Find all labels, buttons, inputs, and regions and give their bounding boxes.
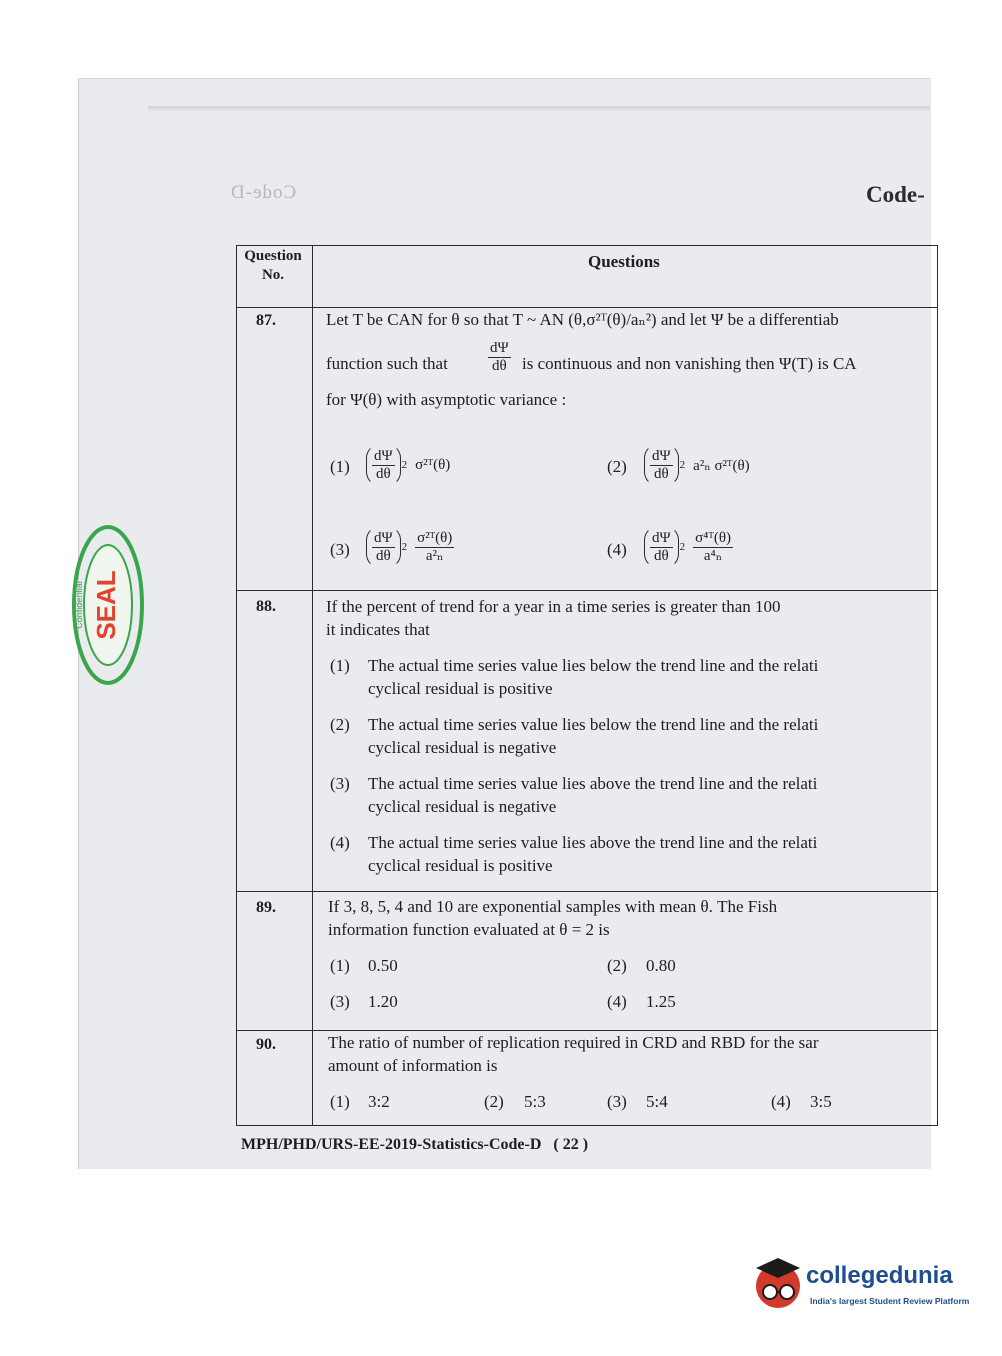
derivative-fraction — [488, 340, 511, 375]
question-number: 88. — [256, 598, 276, 615]
option-label: (1) — [330, 457, 350, 476]
footer-code: MPH/PHD/URS-EE-2019-Statistics-Code-D — [241, 1136, 542, 1153]
option-text: 0.50 — [368, 956, 398, 975]
variance-term: σ²ᵀ(θ) — [415, 456, 451, 473]
option-label: (2) — [330, 715, 350, 734]
fraction-denominator: dθ — [375, 465, 391, 482]
option-text-line: The actual time series value lies below the trend line and the relati — [368, 715, 819, 734]
logo-tagline: India's largest Student Review Platform — [810, 1296, 970, 1306]
ghost-code-bleedthrough: Code-D — [230, 182, 297, 203]
code-label: Code- — [866, 182, 925, 207]
page-number: ( 22 ) — [553, 1136, 589, 1153]
fraction-numerator: σ⁴ᵀ(θ) — [695, 529, 732, 546]
page-edge — [148, 106, 930, 112]
logo-name: collegedunia — [806, 1262, 953, 1289]
option-label: (4) — [607, 992, 627, 1011]
seal-stamp — [68, 520, 148, 690]
fraction-numerator: σ²ᵀ(θ) — [417, 529, 453, 546]
option-text-line: cyclical residual is negative — [368, 797, 557, 816]
option-text-line: The actual time series value lies above the trend line and the relati — [368, 833, 818, 852]
question-number: 87. — [256, 312, 276, 329]
fraction-denominator: dθ — [653, 465, 669, 482]
option-text-line: cyclical residual is positive — [368, 856, 553, 875]
fraction-denominator: dθ — [653, 547, 669, 564]
stamp-word: SEAL — [90, 570, 121, 640]
fraction-denominator: a²ₙ — [425, 547, 444, 564]
option-label: (2) — [607, 956, 627, 975]
question-text-line: The ratio of number of replication required in CRD and RBD for the sar — [328, 1033, 819, 1052]
option-label: (3) — [330, 774, 350, 793]
question-text-line: amount of information is — [328, 1056, 498, 1075]
fraction-numerator: dΨ — [374, 529, 393, 546]
option-label: (3) — [330, 540, 350, 559]
option-label: (3) — [330, 992, 350, 1011]
question-text-line: information function evaluated at θ = 2 is — [328, 920, 610, 939]
header-question-no: Question No. — [244, 248, 302, 283]
question-text-line: for Ψ(θ) with asymptotic variance : — [326, 390, 567, 409]
question-text-line: it indicates that — [326, 620, 430, 639]
fraction-numerator: dΨ — [652, 447, 671, 464]
option-text: 5:4 — [646, 1092, 668, 1111]
fraction-numerator: dΨ — [374, 447, 393, 464]
option-text-line: The actual time series value lies above the trend line and the relati — [368, 774, 818, 793]
option-formula-1: $\frac{d\Psi}{d\theta}$ 2 σ²ᵀ(θ) — [366, 444, 450, 486]
header-questions: Questions — [588, 252, 660, 271]
option-label: (4) — [607, 540, 627, 559]
option-label: (4) — [771, 1092, 791, 1111]
fraction-denominator: dθ — [491, 358, 507, 374]
question-text-line: If the percent of trend for a year in a time series is greater than 100 — [326, 597, 781, 616]
question-text-line: If 3, 8, 5, 4 and 10 are exponential samples with mean θ. The Fish — [328, 897, 778, 916]
option-text-line: The actual time series value lies below the trend line and the relati — [368, 656, 819, 675]
option-text: 0.80 — [646, 956, 676, 975]
fraction-numerator: dΨ — [490, 340, 509, 356]
question-text-line: is continuous and non vanishing then Ψ(T) is CA — [522, 354, 857, 373]
option-label: (2) — [607, 457, 627, 476]
option-formula-3: $\frac{d\Psi}{d\theta}$ 2 $\frac{\text{σ²ᵀ(θ)}}{\text{a²ₙ}}$ — [366, 526, 454, 568]
question-text-line: function such that — [326, 354, 448, 373]
fraction-denominator: dθ — [375, 547, 391, 564]
glasses-left-icon — [763, 1285, 777, 1299]
question-text-line: Let T be CAN for θ so that T ~ AN (θ,σ²ᵀ(θ)/aₙ²) and let Ψ be a differentiab — [326, 310, 839, 329]
question-number: 89. — [256, 899, 276, 916]
option-label: (3) — [607, 1092, 627, 1111]
option-label: (1) — [330, 1092, 350, 1111]
option-text: 5:3 — [524, 1092, 546, 1111]
question-number: 90. — [256, 1036, 276, 1053]
option-formula-4: $\frac{d\Psi}{d\theta}$ 2 $\frac{\text{σ⁴ᵀ(θ)}}{\text{a⁴ₙ}}$ — [644, 526, 733, 568]
option-label: (2) — [484, 1092, 504, 1111]
option-formula-2: $\frac{d\Psi}{d\theta}$ 2 a²ₙ σ²ᵀ(θ) — [644, 444, 750, 486]
glasses-right-icon — [780, 1285, 794, 1299]
fraction-denominator: a⁴ₙ — [703, 547, 723, 564]
option-text: 1.25 — [646, 992, 676, 1011]
question-number-column — [236, 245, 313, 1126]
option-text: 1.20 — [368, 992, 398, 1011]
option-text: 3:2 — [368, 1092, 390, 1111]
option-label: (1) — [330, 956, 350, 975]
fraction-numerator: dΨ — [652, 529, 671, 546]
option-text-line: cyclical residual is positive — [368, 679, 553, 698]
stamp-ring-text: Confidential — [74, 581, 84, 629]
page-footer — [241, 1136, 588, 1154]
variance-term: a²ₙ σ²ᵀ(θ) — [693, 457, 750, 474]
option-label: (1) — [330, 656, 350, 675]
option-label: (4) — [330, 833, 350, 852]
option-text: 3:5 — [810, 1092, 832, 1111]
table-header-row — [236, 245, 938, 308]
option-text-line: cyclical residual is negative — [368, 738, 557, 757]
